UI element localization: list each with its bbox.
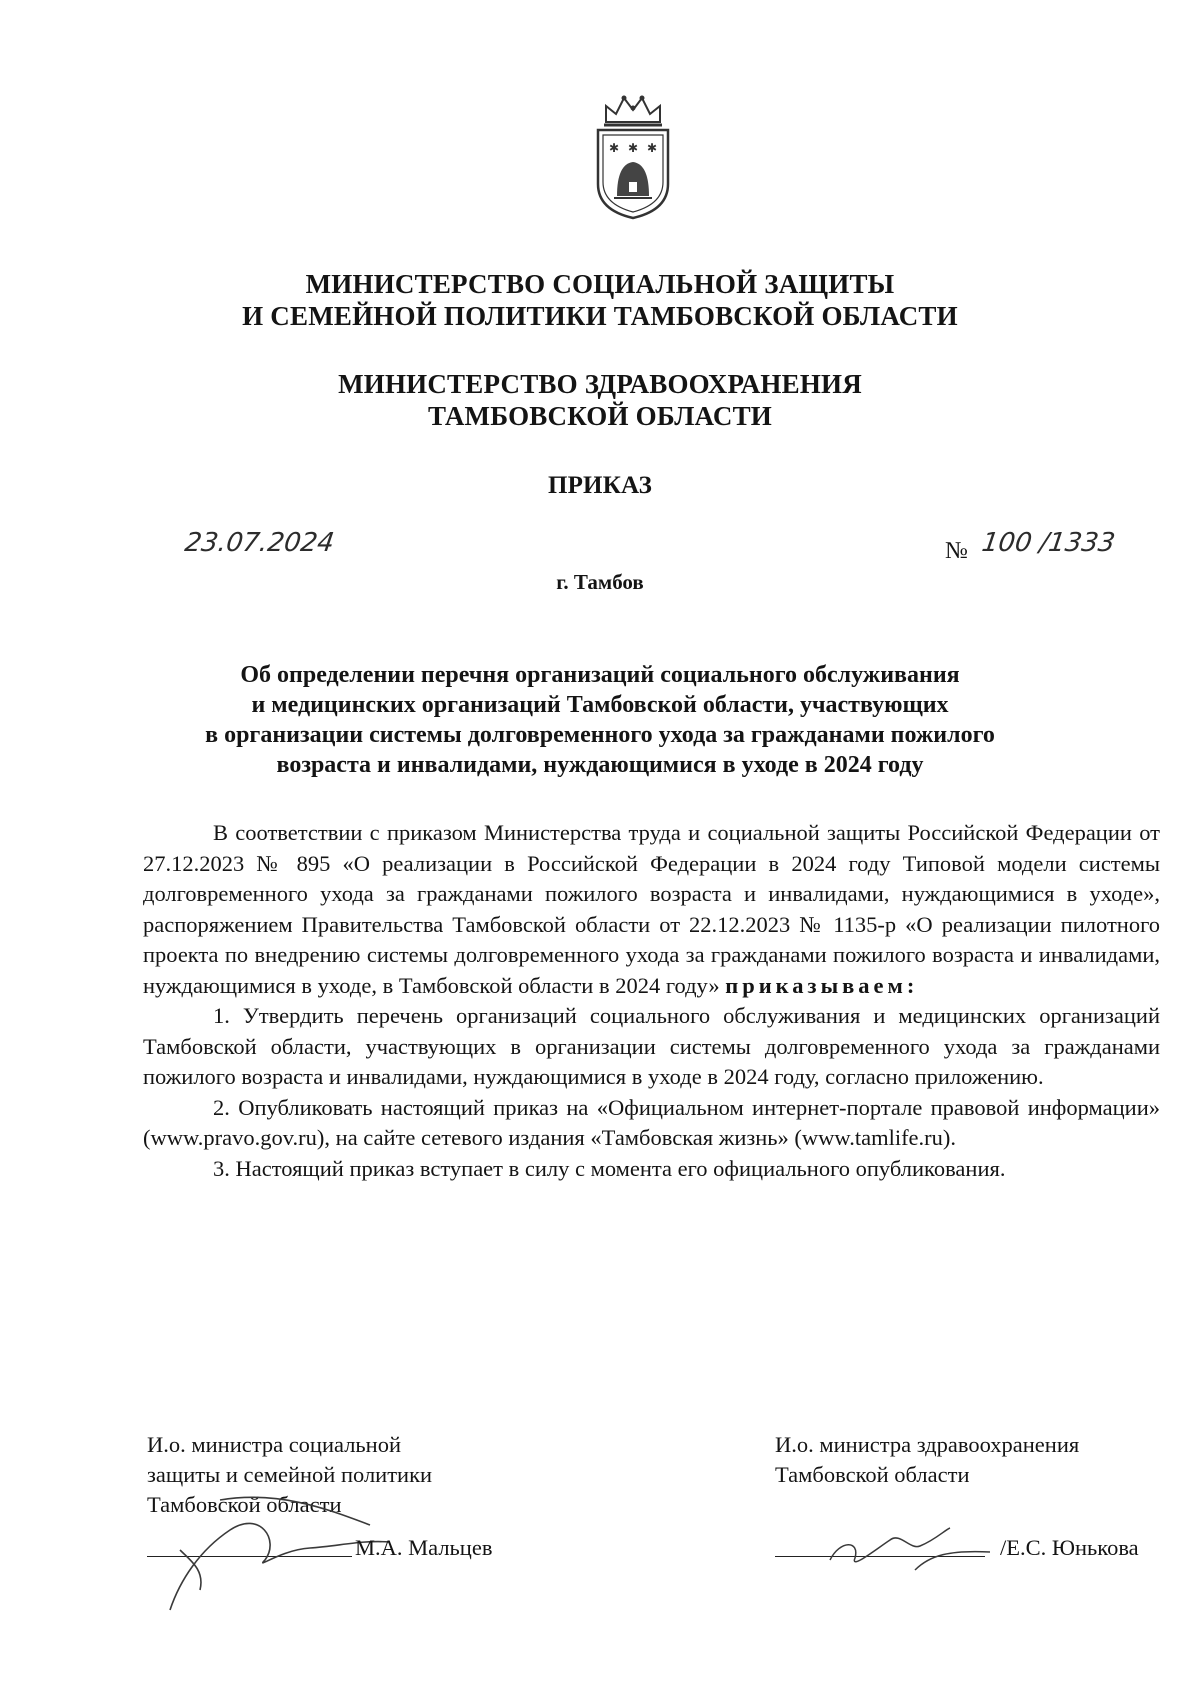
ministry-social-heading <box>180 268 1020 332</box>
position-line: Тамбовской области <box>775 1462 970 1487</box>
order-item: 2. Опубликовать настоящий приказ на «Официальном интернет-портале правовой информации» (www.pravo.gov.ru), на сайте сетевого издания «Тамбовская жизнь» (www.tamlife.ru). <box>143 1094 1160 1150</box>
signatory-left-name: М.А. Мальцев <box>355 1535 493 1560</box>
order-number-label: № <box>945 538 968 564</box>
handwritten-signature-right <box>820 1510 1000 1590</box>
title-line: в организации системы долговременного ухода за гражданами пожилого <box>205 722 995 748</box>
position-line: И.о. министра здравоохранения <box>775 1432 1080 1457</box>
svg-text:✱: ✱ <box>646 141 658 155</box>
city: г. Тамбов <box>556 570 644 594</box>
preamble-text: В соответствии с приказом Министерства труда и социальной защиты Российской Федерации от 27.12.2023 № 895 «О реализации в Российской Федерации в 2024 году Типовой модели системы долговременного ухода за гражданами пожилого возраста и инвалидами, нуждающимися в уходе», распоряжением Правительства Тамбовской области от 22.12.2023 № 1135-р «О реализации пилотного проекта по внедрению системы долговременного ухода за гражданами пожилого возраста и инвалидами, нуждающимися в уходе, в Тамбовской области в 2024 году» <box>143 820 1160 998</box>
signatory-right-position <box>775 1430 1195 1490</box>
heading-line: ТАМБОВСКОЙ ОБЛАСТИ <box>427 401 773 431</box>
position-line: защиты и семейной политики <box>147 1462 433 1487</box>
heading-line: МИНИСТЕРСТВО СОЦИАЛЬНОЙ ЗАЩИТЫ <box>305 269 895 299</box>
svg-text:✱: ✱ <box>608 141 620 155</box>
heading-line: МИНИСТЕРСТВО ЗДРАВООХРАНЕНИЯ <box>338 369 862 399</box>
order-word: приказываем: <box>725 972 919 998</box>
position-line: И.о. министра социальной <box>147 1432 402 1457</box>
order-body <box>143 818 1160 1184</box>
order-number: 100 /1333 <box>979 528 1117 558</box>
order-date: 23.07.2024 <box>182 528 336 558</box>
order-item: 3. Настоящий приказ вступает в силу с момента его официального опубликования. <box>213 1155 1006 1181</box>
position-line: Тамбовской области <box>147 1492 342 1517</box>
ministry-health-heading <box>180 368 1020 432</box>
preamble-paragraph <box>143 818 1160 1001</box>
title-line: и медицинских организаций Тамбовской области, участвующих <box>251 692 949 718</box>
order-item: 1. Утвердить перечень организаций социального обслуживания и медицинских организаций Тамбовской области, участвующих в организации системы долговременного ухода за гражданами пожилого возраста и инвалидами, нуждающимися в уходе в 2024 году, согласно приложению. <box>143 1003 1160 1089</box>
title-line: Об определении перечня организаций социального обслуживания <box>240 662 960 688</box>
tambov-region-coat-of-arms-icon <box>592 92 674 222</box>
heading-line: И СЕМЕЙНОЙ ПОЛИТИКИ ТАМБОВСКОЙ ОБЛАСТИ <box>242 301 958 331</box>
svg-text:✱: ✱ <box>627 141 639 155</box>
title-line: возраста и инвалидами, нуждающимися в уходе в 2024 году <box>276 752 924 778</box>
signatory-right-name: /Е.С. Юнькова <box>1000 1535 1139 1560</box>
document-type: ПРИКАЗ <box>547 472 653 499</box>
order-title <box>140 660 1060 780</box>
